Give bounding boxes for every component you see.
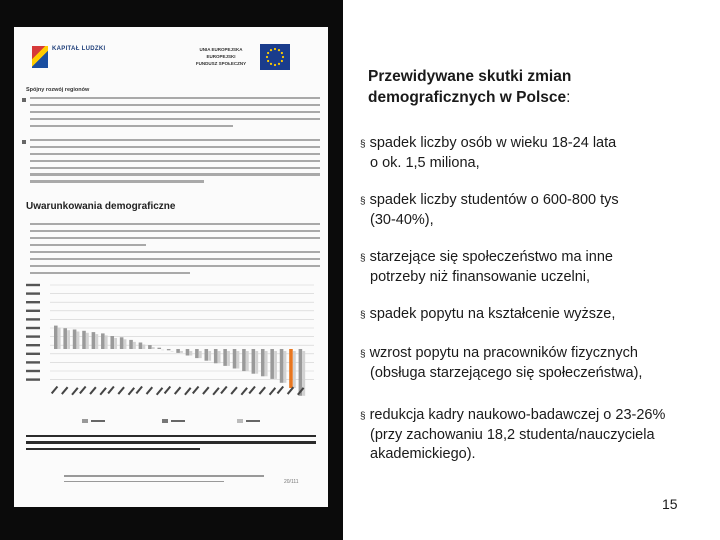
- chart-tick-label: [26, 327, 40, 329]
- chart-bar: [280, 349, 284, 383]
- chart-bar: [289, 349, 293, 388]
- chart-tick-label: [26, 335, 40, 337]
- chart-bar: [214, 349, 218, 363]
- bullet-item: [360, 191, 715, 230]
- chart-bar: [284, 351, 287, 383]
- chart-bar: [233, 349, 237, 369]
- chart-bar: [73, 330, 77, 350]
- document-paragraph-2: [30, 139, 320, 187]
- document-section-title: Uwarunkowania demograficzne: [26, 201, 176, 212]
- bullet-text: (przy zachowaniu 18,2 studenta/nauczyciela: [370, 427, 655, 443]
- chart-bar: [63, 328, 67, 349]
- chart-bar: [171, 351, 174, 352]
- eu-logo-line2: EUROPEJSKI: [206, 54, 236, 59]
- chart-bar: [265, 351, 268, 376]
- chart-tick-label: [26, 318, 40, 320]
- document-chart-caption: [26, 435, 316, 454]
- document-thumbnail: [14, 27, 328, 507]
- chart-category-label: [174, 387, 181, 395]
- chart-bar: [189, 351, 192, 356]
- chart-bar: [199, 351, 202, 358]
- document-small-heading: Spójny rozwój regionów: [26, 87, 90, 93]
- bullet-text: (30-40%),: [370, 212, 434, 228]
- slide-title-colon: :: [566, 89, 571, 106]
- bullet-item: [360, 305, 715, 325]
- bullet-text: spadek popytu na kształcenie wyższe,: [369, 306, 616, 322]
- chart-bar: [205, 349, 209, 361]
- document-page-marker: 20/111: [284, 479, 299, 485]
- chart-legend-swatch: [162, 419, 168, 423]
- slide-page-number: 15: [662, 496, 678, 512]
- document-paragraph-3: [30, 223, 320, 251]
- chart-tick-label: [26, 361, 40, 363]
- bullet-text: (obsługa starzejącego się społeczeństwa),: [370, 365, 643, 381]
- chart-category-label: [51, 386, 58, 394]
- chart-legend-label: [246, 420, 260, 422]
- eu-flag-icon: [260, 44, 290, 70]
- chart-category-label: [79, 386, 86, 394]
- chart-legend-label: [171, 420, 185, 422]
- chart-bar: [101, 333, 105, 349]
- slide-title: [368, 66, 668, 108]
- chart-bar: [208, 351, 211, 361]
- chart-legend-swatch: [82, 419, 88, 423]
- bullet-item: [360, 248, 715, 287]
- chart-category-label: [212, 387, 219, 395]
- chart-tick-label: [26, 292, 40, 294]
- chart-category-label: [128, 387, 135, 395]
- chart-bar: [86, 333, 89, 349]
- chart-tick-label: [26, 344, 40, 346]
- chart-category-label: [156, 387, 163, 395]
- chart-category-label: [192, 386, 199, 394]
- document-paragraph-4: [30, 251, 320, 279]
- bullet-item: [360, 134, 715, 173]
- chart-category-label: [107, 386, 114, 394]
- chart-category-label: [89, 387, 96, 395]
- chart-bar: [152, 347, 155, 349]
- bullet-text: starzejące się społeczeństwo ma inne: [369, 249, 613, 265]
- bullet-marker-icon: §: [360, 253, 366, 264]
- chart-category-label: [277, 386, 284, 394]
- document-bullet-icon: [22, 140, 26, 144]
- chart-bar: [255, 351, 258, 374]
- chart-category-label: [220, 386, 227, 394]
- bullet-item: [360, 344, 715, 383]
- bullet-text: akademickiego).: [370, 446, 476, 462]
- chart-category-label: [136, 386, 143, 394]
- chart-category-label: [230, 387, 237, 395]
- chart-bar: [133, 342, 136, 349]
- bullet-marker-icon: §: [360, 349, 366, 360]
- chart-bar: [161, 350, 164, 351]
- chart-bar: [139, 343, 143, 350]
- chart-bar: [252, 349, 256, 374]
- left-panel: [0, 0, 343, 540]
- chart-category-label: [71, 387, 78, 395]
- chart-bar: [95, 334, 98, 349]
- chart-bar: [114, 338, 117, 349]
- chart-bar: [77, 332, 80, 350]
- document-paragraph-1: [30, 97, 320, 131]
- chart-category-label: [99, 387, 106, 395]
- chart-bar: [67, 330, 70, 349]
- bullet-marker-icon: §: [360, 139, 366, 150]
- chart-legend-label: [91, 420, 105, 422]
- chart-tick-label: [26, 301, 40, 303]
- bullet-marker-icon: §: [360, 411, 366, 422]
- document-bullet-icon: [22, 98, 26, 102]
- chart-bar: [120, 337, 124, 349]
- chart-bar: [242, 349, 246, 371]
- chart-bar: [58, 328, 61, 349]
- chart-bar: [261, 349, 265, 376]
- bullet-text: redukcja kadry naukowo-badawczej o 23-26%: [369, 407, 666, 423]
- kapital-ludzki-logo: [32, 44, 122, 74]
- chart-category-label: [259, 387, 266, 395]
- chart-bar: [176, 349, 180, 353]
- chart-tick-label: [26, 378, 40, 380]
- chart-bar: [82, 331, 86, 349]
- chart-bar: [218, 351, 221, 363]
- chart-bar: [167, 349, 171, 350]
- bullet-marker-icon: §: [360, 310, 366, 321]
- chart-legend-swatch: [237, 419, 243, 423]
- chart-bar: [237, 351, 240, 369]
- chart-bar: [110, 336, 114, 349]
- chart-bar: [195, 349, 199, 358]
- chart-category-label: [269, 387, 276, 395]
- chart-category-label: [184, 387, 191, 395]
- eu-logo-line1: UNIA EUROPEJSKA: [199, 47, 243, 52]
- chart-bar: [227, 351, 230, 366]
- chart-bar: [105, 335, 108, 349]
- bullet-text: spadek liczby osób w wieku 18-24 lata: [369, 135, 617, 151]
- bullet-text: o ok. 1,5 miliona,: [370, 155, 480, 171]
- chart-bar: [270, 349, 274, 379]
- chart-bar: [186, 349, 190, 356]
- chart-bar: [157, 348, 161, 349]
- chart-tick-label: [26, 310, 40, 312]
- bullet-text: potrzeby niż finansowanie uczelni,: [370, 269, 591, 285]
- slide-title-text: Przewidywane skutki zmian demograficznych w Polsce: [368, 68, 572, 106]
- chart-bar: [129, 340, 133, 349]
- chart-bar: [54, 326, 58, 349]
- chart-bar: [148, 345, 152, 349]
- kapital-ludzki-logo-text: KAPITAŁ LUDZKI: [52, 46, 106, 52]
- bullet-item: [360, 406, 715, 464]
- kapital-ludzki-flag-icon: [32, 46, 48, 68]
- bullet-text: spadek liczby studentów o 600-800 tys: [369, 192, 619, 208]
- chart-tick-label: [26, 284, 40, 286]
- chart-tick-label: [26, 353, 40, 355]
- chart-category-label: [202, 387, 209, 395]
- chart-category-label: [61, 387, 68, 395]
- chart-category-label: [146, 387, 153, 395]
- chart-bar: [124, 339, 127, 349]
- chart-bar: [180, 351, 183, 353]
- eu-logo: [186, 44, 296, 78]
- chart-bar: [92, 332, 96, 349]
- bullet-text: wzrost popytu na pracowników fizycznych: [369, 345, 638, 361]
- chart-bar: [274, 351, 277, 379]
- chart-bar: [142, 345, 145, 350]
- eu-logo-line3: FUNDUSZ SPOŁECZNY: [195, 61, 247, 66]
- chart-category-label: [241, 387, 248, 395]
- chart-bar: [293, 351, 296, 388]
- bullet-marker-icon: §: [360, 196, 366, 207]
- chart-tick-label: [26, 370, 40, 372]
- chart-category-label: [248, 386, 255, 394]
- chart-bar: [246, 351, 249, 371]
- chart-category-label: [118, 387, 125, 395]
- chart-bar: [223, 349, 227, 366]
- chart-category-label: [164, 386, 171, 394]
- document-footer: [64, 475, 264, 486]
- document-bar-chart: [22, 279, 322, 447]
